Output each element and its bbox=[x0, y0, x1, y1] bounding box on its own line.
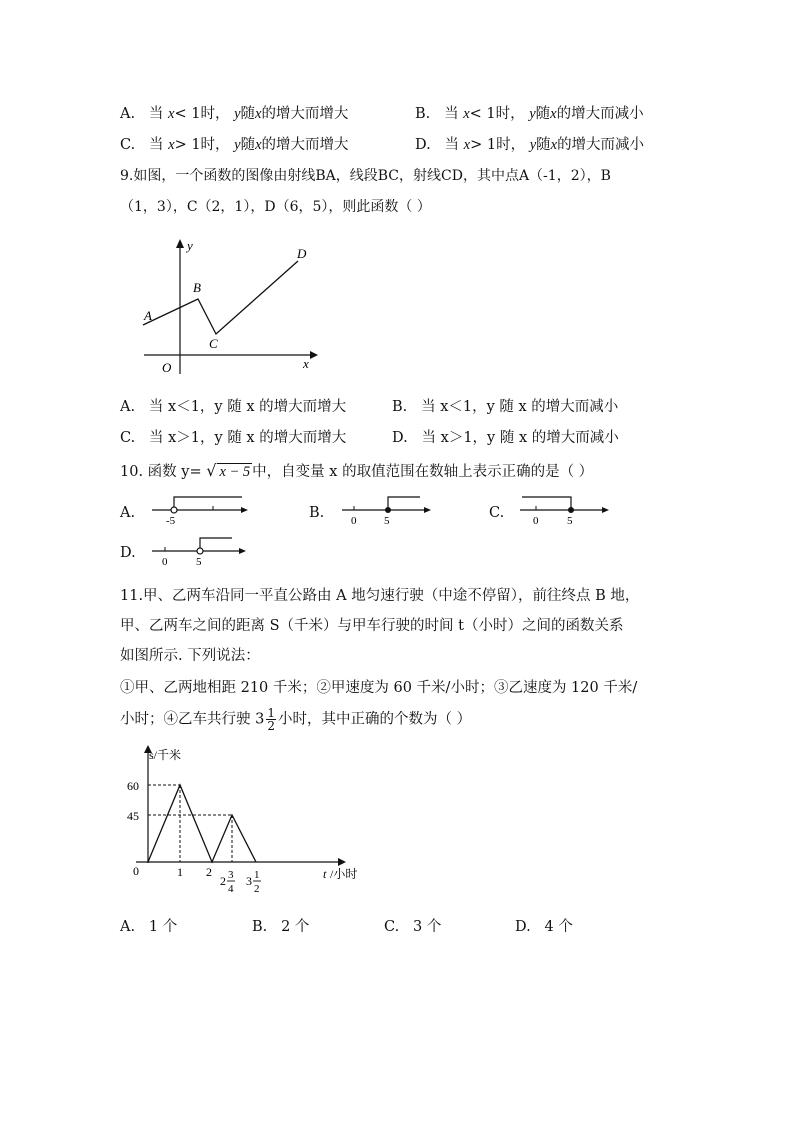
q11-option-b: B. 2 个 bbox=[252, 919, 310, 935]
point-c-label: C bbox=[209, 336, 218, 351]
q10-stem: 10. 函数 y= √ x − 5 中，自变量 x 的取值范围在数轴上表示正确的是（ ） bbox=[120, 461, 594, 480]
point-d-label: D bbox=[297, 246, 307, 261]
q9-option-c: C. 当 x＞1，y 随 x 的增大而增大 bbox=[120, 430, 347, 446]
q8-option-c: C. 当 x> 1时， y随x的增大而增大 bbox=[120, 137, 349, 153]
origin-label: 0 bbox=[133, 864, 139, 878]
tick-0-label: 0 bbox=[351, 515, 357, 527]
q9-stem-line2: （1，3），C（2，1），D（6，5），则此函数（ ） bbox=[120, 199, 431, 215]
solid-dot bbox=[385, 507, 391, 513]
q9-graph bbox=[140, 236, 320, 376]
x-tick-2: 2 bbox=[206, 865, 212, 879]
guide-lines bbox=[148, 785, 232, 862]
q11-option-c: C. 3 个 bbox=[384, 919, 442, 935]
x-tick-2-den: 4 bbox=[228, 883, 234, 895]
q8-option-b: B. 当 x< 1时， y随x的增大而减小 bbox=[415, 106, 644, 122]
open-dot bbox=[171, 507, 177, 513]
origin-label: O bbox=[162, 360, 172, 375]
q11-option-a: A. 1 个 bbox=[120, 919, 178, 935]
tick-5-label: 5 bbox=[567, 515, 573, 527]
fraction-three-and-half: $\frac{1}{2}$ bbox=[267, 706, 275, 733]
y-tick-60: 60 bbox=[127, 779, 139, 793]
tick-0-label: 0 bbox=[533, 515, 539, 527]
x-axis-arrow bbox=[310, 351, 318, 359]
q10-option-d-numberline bbox=[150, 534, 250, 570]
x-tick-3-den: 2 bbox=[254, 883, 260, 895]
q9-option-b: B. 当 x＜1，y 随 x 的增大而减小 bbox=[392, 399, 619, 415]
tick-label: -5 bbox=[166, 515, 176, 527]
q10-option-c-numberline bbox=[518, 493, 613, 529]
q10-option-b-numberline bbox=[340, 493, 435, 529]
q10-option-d-label: D. bbox=[120, 545, 136, 561]
q11-option-d: D. 4 个 bbox=[515, 919, 573, 935]
x-tick-1: 1 bbox=[177, 865, 183, 879]
tick-5-label: 5 bbox=[384, 515, 390, 527]
q10-option-c-label: C. bbox=[489, 505, 505, 521]
solid-dot bbox=[568, 507, 574, 513]
x-tick-2-whole: 2 bbox=[220, 874, 226, 888]
q11-stem-line5: 小时；④乙车共行驶 3 $\frac{1}{2}$ 小时，其中正确的个数为（ ） bbox=[120, 706, 472, 733]
y-axis-label: y bbox=[187, 238, 193, 253]
tick-0-label: 0 bbox=[162, 556, 168, 568]
open-dot bbox=[197, 548, 203, 554]
x-tick-2-num: 3 bbox=[228, 869, 234, 881]
q10-option-b-label: B. bbox=[309, 505, 325, 521]
x-axis-label: x bbox=[303, 356, 309, 371]
y-tick-45: 45 bbox=[127, 809, 139, 823]
q9-stem-line1: 9.如图，一个函数的图像由射线BA，线段BC，射线CD，其中点A（-1，2），B bbox=[120, 168, 611, 184]
radicand: x − 5 bbox=[219, 464, 251, 480]
q8-option-d: D. 当 x> 1时， y随x的增大而减小 bbox=[415, 137, 645, 153]
y-axis-arrow bbox=[176, 239, 184, 248]
function-polyline bbox=[143, 261, 298, 334]
x-axis-unit: /小时 bbox=[330, 867, 358, 881]
q9-option-a: A. 当 x＜1，y 随 x 的增大而增大 bbox=[120, 399, 347, 415]
x-axis-arrow bbox=[338, 858, 346, 866]
q11-stem-line4: ①甲、乙两地相距 210 千米；②甲速度为 60 千米/小时；③乙速度为 120 千米/ bbox=[120, 680, 638, 696]
q11-distance-chart bbox=[118, 745, 378, 905]
x-axis-var: t bbox=[323, 867, 327, 881]
y-axis-label: s/千米 bbox=[149, 748, 182, 762]
q10-option-a-label: A. bbox=[120, 505, 136, 521]
q11-stem-line1: 11.甲、乙两车沿同一平直公路由 A 地匀速行驶（中途不停留），前往终点 B 地， bbox=[120, 588, 640, 604]
q8-option-a: A. 当 x< 1时， y随x的增大而增大 bbox=[120, 106, 349, 122]
x-tick-3-num: 1 bbox=[254, 869, 260, 881]
tick-5-label: 5 bbox=[196, 556, 202, 568]
x-tick-3-whole: 3 bbox=[246, 874, 252, 888]
q11-stem-line2: 甲、乙两车之间的距离 S（千米）与甲车行驶的时间 t（小时）之间的函数关系 bbox=[120, 618, 624, 634]
q9-option-d: D. 当 x＞1，y 随 x 的增大而减小 bbox=[392, 430, 619, 446]
distance-polyline bbox=[148, 785, 256, 862]
point-a-label: A bbox=[144, 308, 152, 323]
q11-stem-line3: 如图所示. 下列说法： bbox=[120, 648, 260, 664]
point-b-label: B bbox=[193, 280, 201, 295]
q10-option-a-numberline bbox=[150, 493, 250, 529]
